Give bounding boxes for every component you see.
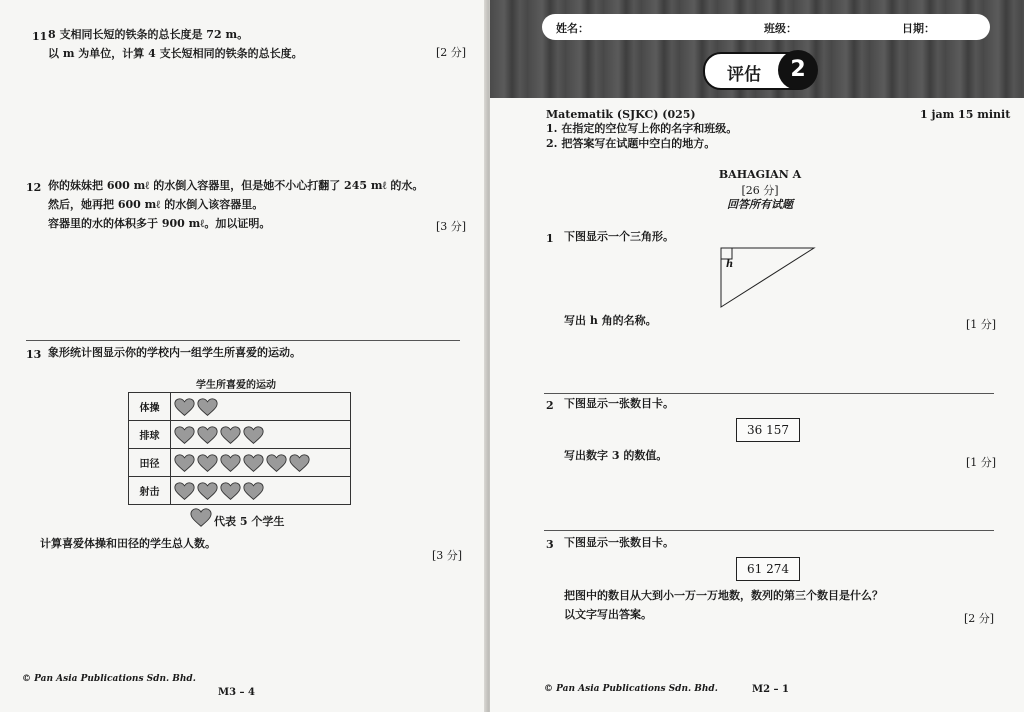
pictograph-row-icons — [171, 477, 351, 505]
right-footer: © Pan Asia Publications Sdn. Bhd. — [544, 684, 718, 694]
pictograph-row-icons — [171, 449, 351, 477]
q12-number: 12 — [26, 181, 42, 194]
q2-marks: [1 分] — [966, 456, 997, 469]
pictograph-row — [129, 477, 351, 505]
legend-heart-icon — [190, 507, 212, 533]
number-card-1: 36 157 — [736, 418, 800, 442]
heart-icon — [174, 481, 195, 502]
badge-number: 2 — [778, 50, 818, 90]
q12-text: 你的妹妹把 600 mℓ 的水倒入容器里，但是她不小心打翻了 245 mℓ 的水。 然后，她再把 600 mℓ 的水倒入该容器里。 容器里的水的体积多于 900 mℓ。加以证明。 — [48, 179, 424, 230]
heart-icon — [197, 481, 218, 502]
heart-icon — [243, 481, 264, 502]
assessment-badge — [703, 52, 817, 90]
pictograph-row-icons — [171, 393, 351, 421]
q1-marks: [1 分] — [966, 318, 997, 331]
q13-number: 13 — [26, 348, 42, 361]
subject-title: Matematik (SJKC) (025) — [546, 108, 696, 121]
pictograph-row-label: 体操 — [129, 393, 171, 421]
q3-text: 下图显示一张数目卡。 — [564, 536, 674, 549]
divider — [544, 530, 994, 531]
date-label: 日期： — [902, 22, 935, 35]
q11-number: 11 — [32, 30, 48, 43]
q13-text: 象形统计图显示你的学校内一组学生所喜爱的运动。 — [48, 346, 301, 359]
class-label: 班级： — [764, 22, 797, 35]
heart-icon — [197, 453, 218, 474]
pictograph-row-icons — [171, 421, 351, 449]
q1-text: 下图显示一个三角形。 — [564, 230, 674, 243]
pictograph-row-label: 射击 — [129, 477, 171, 505]
legend-text: 代表 5 个学生 — [214, 515, 285, 528]
section-marks: [26 分] — [741, 184, 779, 197]
q1-number: 1 — [546, 232, 554, 245]
heart-icon — [220, 453, 241, 474]
right-page — [490, 0, 1024, 712]
triangle-diagram — [718, 246, 818, 310]
student-info-bar — [542, 14, 990, 40]
heart-icon — [174, 453, 195, 474]
duration: 1 jam 15 minit — [920, 108, 1011, 121]
angle-label: h — [726, 259, 734, 270]
heart-icon — [266, 453, 287, 474]
heart-icon — [174, 397, 195, 418]
left-footer: © Pan Asia Publications Sdn. Bhd. — [22, 674, 196, 684]
heart-icon — [289, 453, 310, 474]
q11-marks: [2 分] — [436, 46, 467, 59]
pictograph-row — [129, 393, 351, 421]
heart-icon — [220, 425, 241, 446]
divider — [26, 340, 460, 341]
heart-icon — [174, 425, 195, 446]
name-label: 姓名： — [556, 22, 589, 35]
heart-icon — [243, 453, 264, 474]
q3-marks: [2 分] — [964, 612, 995, 625]
q3-number: 3 — [546, 538, 554, 551]
section-note: 回答所有试题 — [727, 198, 793, 211]
badge-label: 评估 — [727, 65, 761, 85]
pictograph-title: 学生所喜爱的运动 — [196, 380, 276, 391]
q2-number: 2 — [546, 399, 554, 412]
number-card-2: 61 274 — [736, 557, 800, 581]
pictograph-table — [128, 392, 351, 505]
pictograph-row-label: 田径 — [129, 449, 171, 477]
q2-question: 写出数字 3 的数值。 — [564, 449, 668, 462]
pictograph-row — [129, 421, 351, 449]
right-page-number: M2 – 1 — [752, 684, 789, 695]
q2-text: 下图显示一张数目卡。 — [564, 397, 674, 410]
instructions: 1. 在指定的空位写上你的名字和班级。 2. 把答案写在试题中空白的地方。 — [546, 122, 738, 150]
q13-question: 计算喜爱体操和田径的学生总人数。 — [40, 537, 216, 550]
q12-marks: [3 分] — [436, 220, 467, 233]
heart-icon — [197, 397, 218, 418]
heart-icon — [197, 425, 218, 446]
heart-icon — [220, 481, 241, 502]
pictograph-row-label: 排球 — [129, 421, 171, 449]
left-page-number: M3 – 4 — [218, 687, 255, 698]
header-banner — [490, 0, 1024, 98]
q13-marks: [3 分] — [432, 549, 463, 562]
q11-text: 8 支相同长短的铁条的总长度是 72 m。 以 m 为单位，计算 4 支长短相同的铁条的总长度。 — [48, 28, 303, 60]
pictograph-row — [129, 449, 351, 477]
q1-question: 写出 h 角的名称。 — [564, 314, 657, 327]
section-title: BAHAGIAN A — [718, 168, 802, 181]
q3-question: 把图中的数目从大到小一万一万地数，数列的第三个数目是什么？ 以文字写出答案。 — [564, 589, 883, 621]
left-page — [0, 0, 487, 712]
heart-icon — [243, 425, 264, 446]
